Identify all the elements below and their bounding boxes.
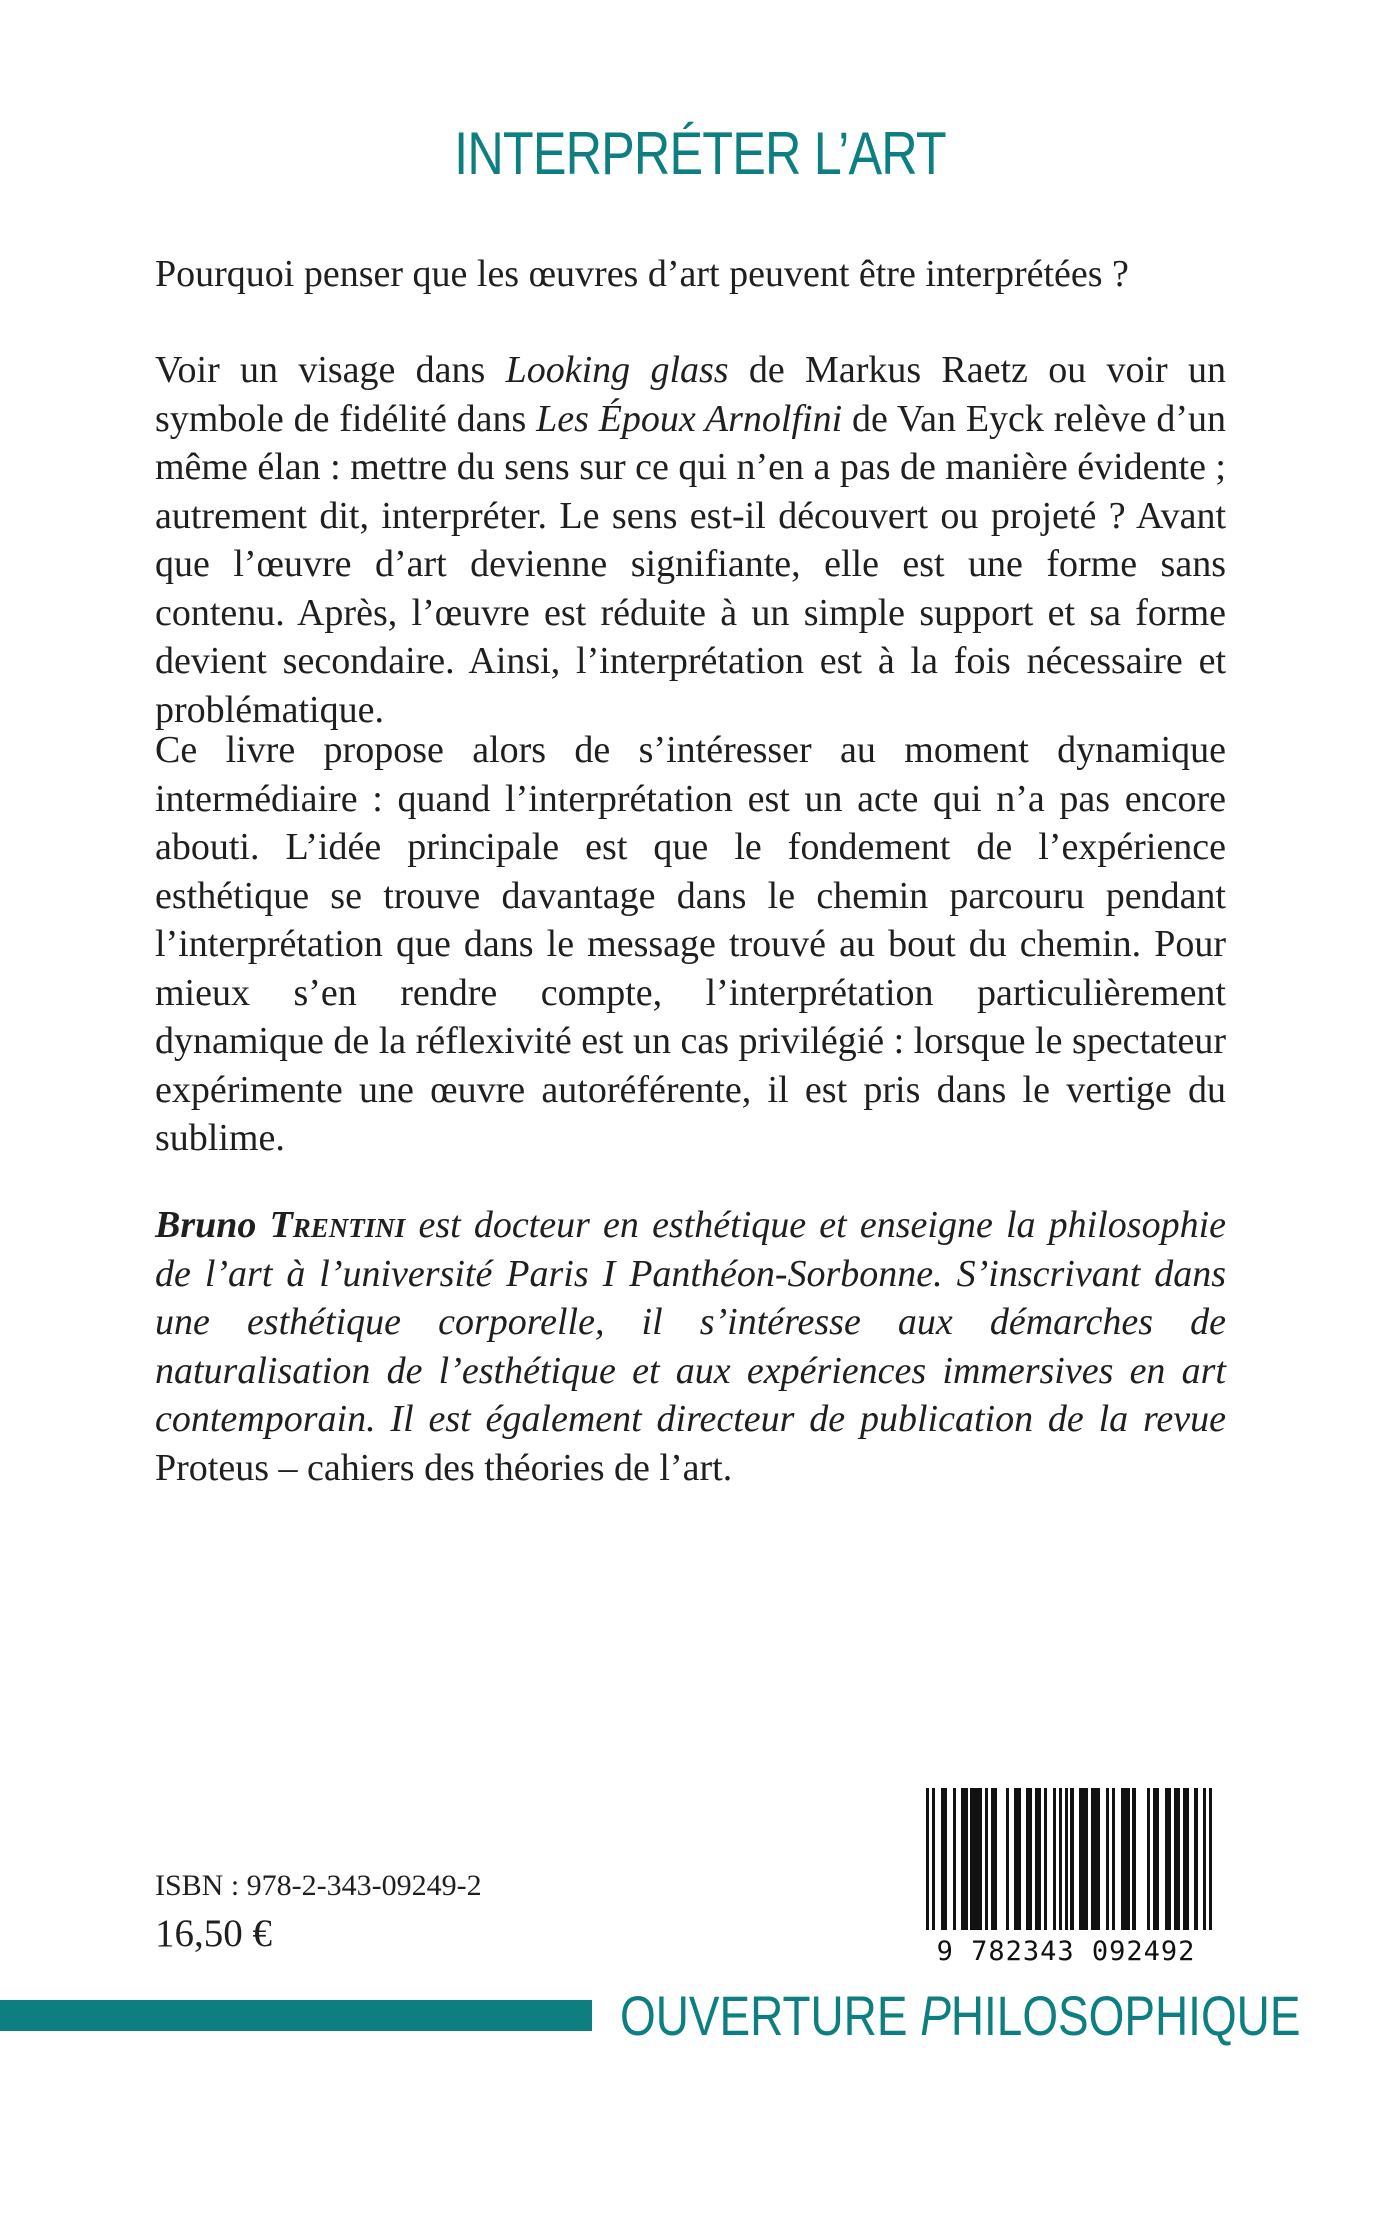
barcode-bar: [1097, 1788, 1100, 1930]
collection-name: [620, 1984, 1301, 2047]
p2-text: Ce livre propose alors de s’intéresser au moment dynamique intermédiaire : quand l’interprétation est un acte qui n’a pas encore abouti. L’idée principale est que le fondement de l’expérience esthétique se trouve davantage dans le chemin parcouru pendant l’interprétation que dans le message trouvé au bout du chemin. Pour mieux s’en rendre compte, l’interprétation particulièrement dynamique de la réflexivité est un cas privilégié : lorsque le spectateur expérimente une œuvre autoréférente, il est pris dans le vertige du sublime.: [155, 729, 1226, 1159]
barcode: [910, 1788, 1222, 1983]
author-bio: [155, 1201, 1226, 1492]
barcode-bar: [1044, 1788, 1047, 1930]
p1-text-a: Voir un visage dans: [155, 349, 506, 391]
price: 16,50 €: [155, 1912, 272, 1955]
collection-band: [0, 2000, 592, 2031]
barcode-bar: [1194, 1788, 1197, 1930]
bio-text: est docteur en esthétique et enseigne la philosophie de l’art à l’université Paris I Panthéon-Sorbonne. S’inscrivant dans une esthétique corporelle, il s’intéresse aux démarches de naturalisation de l’esthétique et aux expériences immersives en art contemporain. Il est également directeur de publication de la revue: [155, 1204, 1227, 1440]
barcode-bar: [964, 1788, 967, 1930]
barcode-bar: [1029, 1788, 1032, 1930]
barcode-bar: [1156, 1788, 1159, 1930]
author-first-name: Bruno: [155, 1204, 257, 1246]
barcode-bar: [1085, 1788, 1088, 1930]
barcode-digits: 9 782343 092492: [936, 1936, 1196, 1967]
barcode-bar: [1132, 1788, 1135, 1930]
author-last-name: Trentini: [269, 1204, 406, 1246]
barcode-bars: [926, 1788, 1212, 1930]
barcode-bar: [953, 1788, 956, 1930]
barcode-bar: [1203, 1788, 1206, 1930]
barcode-bar: [1065, 1788, 1068, 1930]
work-title-looking-glass: Looking glass: [505, 349, 729, 391]
barcode-bar: [1147, 1788, 1150, 1930]
barcode-bar: [985, 1788, 988, 1930]
barcode-bar: [1209, 1788, 1212, 1930]
question-text: Pourquoi penser que les œuvres d’art peuvent être interprétées ?: [155, 253, 1129, 295]
collection-part-3: HILOSOPHIQUE: [950, 1984, 1301, 2047]
barcode-bar: [1177, 1788, 1180, 1930]
book-title: INTERPRÉTER L’ART: [454, 120, 946, 187]
collection-part-2: P: [920, 1984, 951, 2047]
barcode-bar: [1112, 1788, 1115, 1930]
intro-question: [155, 250, 1226, 299]
summary-paragraph-2: [155, 726, 1226, 1163]
barcode-bar: [1017, 1788, 1020, 1930]
barcode-bar: [979, 1788, 982, 1930]
summary-paragraph-1: [155, 346, 1226, 734]
barcode-bar: [1059, 1788, 1062, 1930]
collection-part-1: OUVERTURE: [620, 1984, 921, 2047]
barcode-bar: [1038, 1788, 1041, 1930]
barcode-bar: [1168, 1788, 1171, 1930]
barcode-bar: [1053, 1788, 1056, 1930]
barcode-bar: [1106, 1788, 1109, 1930]
p1-text-c: de Van Eyck relève d’un même élan : mettre du sens sur ce qui n’en a pas de manière évidente ; autrement dit, interpréter. Le sens est-il découvert ou projeté ? Avant que l’œuvre d’art devienne signifiante, elle est une forme sans contenu. Après, l’œuvre est réduite à un simple support et sa forme devient secondaire. Ainsi, l’interprétation est à la fois nécessaire et problématique.: [155, 397, 1226, 731]
barcode-bar: [1006, 1788, 1009, 1930]
barcode-bar: [1185, 1788, 1188, 1930]
barcode-bar: [1126, 1788, 1129, 1930]
barcode-bar: [994, 1788, 997, 1930]
barcode-bar: [926, 1788, 929, 1930]
barcode-bar: [1070, 1788, 1073, 1930]
journal-name: Proteus – cahiers des théories de l’art.: [155, 1446, 733, 1489]
work-title-arnolfini: Les Époux Arnolfini: [536, 397, 843, 440]
isbn: ISBN : 978-2-343-09249-2: [155, 1869, 482, 1902]
barcode-bar: [944, 1788, 947, 1930]
barcode-bar: [932, 1788, 935, 1930]
p1-text-b: de Markus Raetz ou voir un symbole de fidélité dans: [155, 349, 1226, 440]
